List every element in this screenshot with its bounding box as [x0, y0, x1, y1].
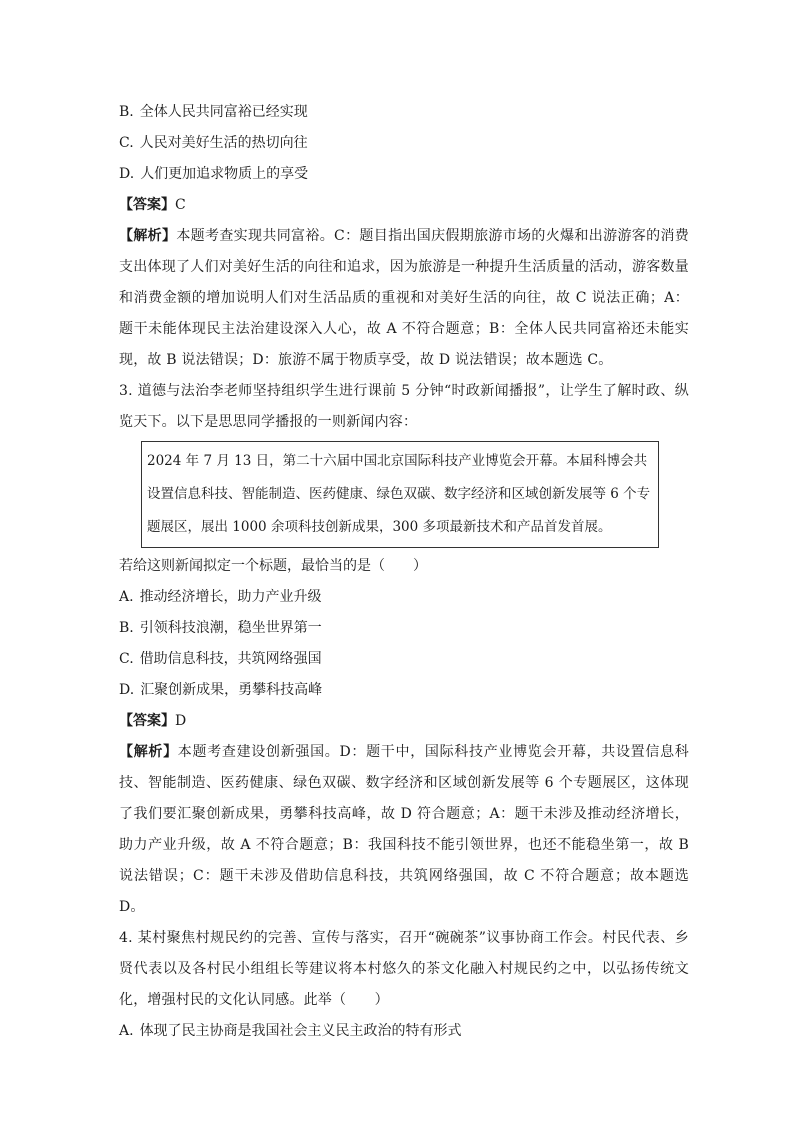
option-text: 体现了民主协商是我国社会主义民主政治的特有形式	[139, 1023, 462, 1039]
q4-stem: 4. 某村聚焦村规民约的完善、宣传与落实，召开“碗碗茶”议事协商工作会。村民代表、乡贤代表以及各村民小组组长等建议将本村悠久的茶文化融入村规民约之中，以弘扬传统文化，增强村民的文化认同感。此举（ ）	[119, 930, 689, 1008]
q2-analysis	[119, 221, 689, 376]
option-text: 全体人民共同富裕已经实现	[139, 104, 308, 120]
q3-answer	[119, 706, 689, 737]
q3-option-d	[119, 675, 689, 706]
q2-option-d	[119, 159, 689, 190]
option-letter: B.	[119, 620, 134, 636]
answer-label: 【答案】	[119, 197, 175, 213]
q3-news-box: 2024 年 7 月 13 日，第二十六届中国北京国际科技产业博览会开幕。本届科博会共设置信息科技、智能制造、医药健康、绿色双碳、数字经济和区域创新发展等 6 个专题展区，展出 1000 余项科技创新成果，300 多项最新技术和产品首发首展。	[141, 441, 659, 548]
q4-option-a	[119, 1016, 689, 1047]
option-text: 借助信息科技，共筑网络强国	[139, 651, 322, 667]
q3-analysis	[119, 737, 689, 923]
q3-option-a	[119, 582, 689, 613]
analysis-text: 本题考查建设创新强国。D：题干中，国际科技产业博览会开幕，共设置信息科技、智能制造、医药健康、绿色双碳、数字经济和区域创新发展等 6 个专题展区，这体现了我们要汇聚创新成果，勇攀科技高峰，故 D 符合题意；A：题干未涉及推动经济增长，助力产业升级，故 A 不符合题意；B：我国科技不能引领世界，也还不能稳坐第一，故 B 说法错误；C：题干未涉及借助信息科技，共筑网络强国，故 C 不符合题意；故本题选 D。	[119, 744, 689, 915]
document-page	[119, 97, 689, 1047]
analysis-label: 【解析】	[119, 744, 178, 760]
option-text: 人民对美好生活的热切向往	[139, 135, 308, 151]
option-text: 汇聚创新成果，勇攀科技高峰	[140, 682, 323, 698]
option-letter: A.	[119, 589, 134, 605]
answer-value: D	[175, 713, 187, 729]
q3-question: 若给这则新闻拟定一个标题，最恰当的是（ ）	[119, 558, 427, 574]
q3-option-b	[119, 613, 689, 644]
option-letter: D.	[119, 166, 135, 182]
option-letter: C.	[119, 651, 134, 667]
option-letter: C.	[119, 135, 134, 151]
option-text: 人们更加追求物质上的享受	[140, 166, 309, 182]
q3-option-c	[119, 644, 689, 675]
answer-label: 【答案】	[119, 713, 175, 729]
option-text: 引领科技浪潮，稳坐世界第一	[139, 620, 322, 636]
option-text: 推动经济增长，助力产业升级	[139, 589, 322, 605]
analysis-text: 本题考查实现共同富裕。C：题目指出国庆假期旅游市场的火爆和出游游客的消费支出体现了人们对美好生活的向往和追求，因为旅游是一种提升生活质量的活动，游客数量和消费金额的增加说明人们对生活品质的重视和对美好生活的向往，故 C 说法正确；A：题干未能体现民主法治建设深入人心，故 A 不符合题意；B：全体人民共同富裕还未能实现，故 B 说法错误；D：旅游不属于物质享受，故 D 说法错误；故本题选 C。	[119, 228, 689, 368]
option-letter: B.	[119, 104, 134, 120]
analysis-label: 【解析】	[119, 228, 177, 244]
q2-option-b	[119, 97, 689, 128]
option-letter: D.	[119, 682, 135, 698]
option-letter: A.	[119, 1023, 134, 1039]
answer-value: C	[175, 197, 186, 213]
q3-stem: 3. 道德与法治李老师坚持组织学生进行课前 5 分钟“时政新闻播报”，让学生了解时政、纵览天下。以下是思思同学播报的一则新闻内容：	[119, 383, 689, 430]
q2-option-c	[119, 128, 689, 159]
q2-answer	[119, 190, 689, 221]
